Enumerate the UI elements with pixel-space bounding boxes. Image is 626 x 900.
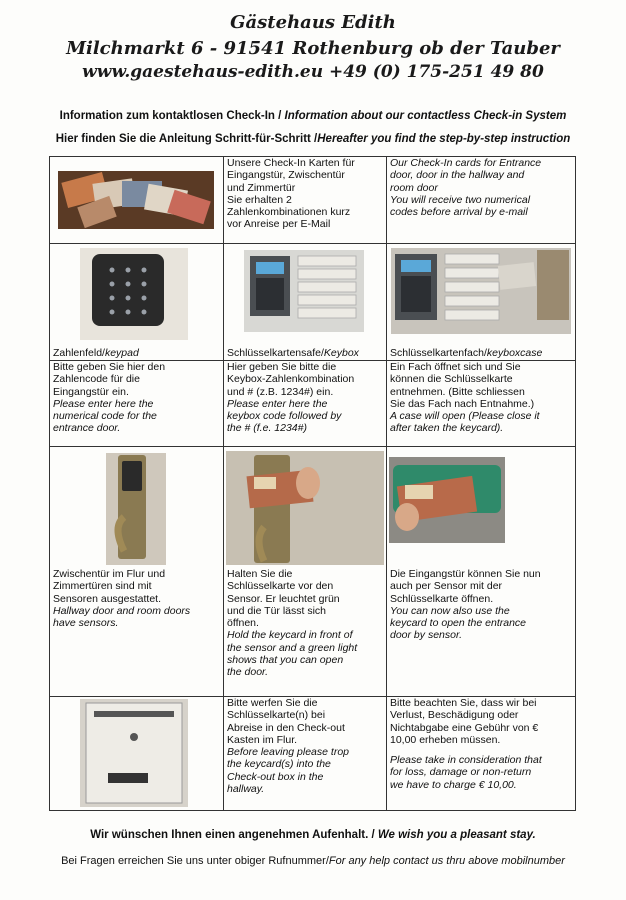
guesthouse-address: Milchmarkt 6 - 91541 Rothenburg ob der Tauber (66, 38, 560, 59)
door-sensor-photo (50, 447, 224, 567)
row-checkin-cards (50, 157, 576, 244)
checkout-instructions: Bitte werfen Sie die Schlüsselkarte(n) bei Abreise in den Check-out Kasten im Flur. Before leaving please trop the keycard(s) into the Check-out box in the hallway. (224, 697, 387, 811)
hallway-sensor-cell (50, 447, 224, 697)
entrance-sensor-photo (387, 447, 576, 547)
keypad-instructions: Bitte geben Sie hier den Zahlencode für die Eingangstür ein. Please enter here the numerical code for the entrance door. (50, 361, 224, 447)
hallway-sensor-text: Zwischentür im Flur und Zimmertüren sind mit Sensoren ausgestattet. Hallway door and room doors have sensors. (53, 568, 191, 630)
row-devices (50, 244, 576, 361)
instruction-table (49, 156, 576, 811)
checkin-cards-text-en: Our Check-In cards for Entrance door, door in the hallway and room door You will receive two numerical codes before arrival by e-mail (387, 157, 576, 244)
keypad-caption: Zahlenfeld/keypad (53, 346, 139, 359)
hold-keycard-text: Halten Sie die Schlüsselkarte vor den Sensor. Er leuchtet grün und die Tür lässt sich öffnen. Hold the keycard in front of the sensor and a green light shows that you can open the door. (227, 568, 358, 679)
fee-notice: Bitte beachten Sie, dass wir bei Verlust, Beschädigung oder Nichtabgabe eine Gebühr von € 10,00 erheben müssen. Please take in consideration that for loss, damage or non-return we have to charge € 10,00. (387, 697, 576, 811)
intro-line-1: Information zum kontaktlosen Check-In / Information about our contactless Check-in System (59, 110, 567, 122)
keybox-caption: Schlüsselkartensafe/Keybox (227, 346, 359, 359)
keybox-instructions: Hier geben Sie bitte die Keybox-Zahlenkombination und # (z.B. 1234#) ein. Please enter here the keybox code followed by the # (f.e. 1234#) (224, 361, 387, 447)
keybox-photo (224, 244, 387, 344)
row-checkout (50, 697, 576, 811)
checkin-cards-photo-cell (50, 157, 224, 244)
intro-line-2: Hier finden Sie die Anleitung Schritt-für-Schritt /Hereafter you find the step-by-step instruction (55, 133, 571, 145)
keypad-cell (50, 244, 224, 361)
keyboxcase-cell (387, 244, 576, 361)
entrance-sensor-text: Die Eingangstür können Sie nun auch per Sensor mit der Schlüsselkarte öffnen. You can now also use the keycard to open the entrance door by sensor. (390, 568, 541, 642)
hold-keycard-cell (224, 447, 387, 697)
keyboxcase-instructions: Ein Fach öffnet sich und Sie können die Schlüsselkarte entnehmen. (Bitte schliessen Sie das Fach nach Entnahme.) A case will open (Please close it after taken the keycard). (387, 361, 576, 447)
checkout-box-photo (50, 697, 224, 809)
checkin-cards-text-de: Unsere Check-In Karten für Eingangstür, Zwischentür und Zimmertür Sie erhalten 2 Zahlenkombinationen kurz vor Anreise per E-Mail (224, 157, 387, 244)
farewell-line: Wir wünschen Ihnen einen angenehmen Aufenhalt. / We wish you a pleasant stay. (90, 829, 536, 841)
guesthouse-name: Gästehaus Edith (230, 12, 396, 33)
keyboxcase-photo (387, 244, 576, 344)
checkin-cards-photo (50, 157, 224, 244)
row-sensors (50, 447, 576, 697)
keycard-at-sensor-photo (224, 447, 387, 567)
keybox-cell (224, 244, 387, 361)
keyboxcase-caption: Schlüsselkartenfach/keyboxcase (390, 346, 543, 359)
row-enter-codes (50, 361, 576, 447)
guesthouse-contact: www.gaestehaus-edith.eu +49 (0) 175-251 49 80 (82, 62, 544, 82)
help-line: Bei Fragen erreichen Sie uns unter obiger Rufnummer/For any help contact us thru above mobilnumber (61, 855, 565, 867)
entrance-sensor-cell (387, 447, 576, 697)
checkout-box-cell (50, 697, 224, 811)
keypad-photo (50, 244, 224, 344)
